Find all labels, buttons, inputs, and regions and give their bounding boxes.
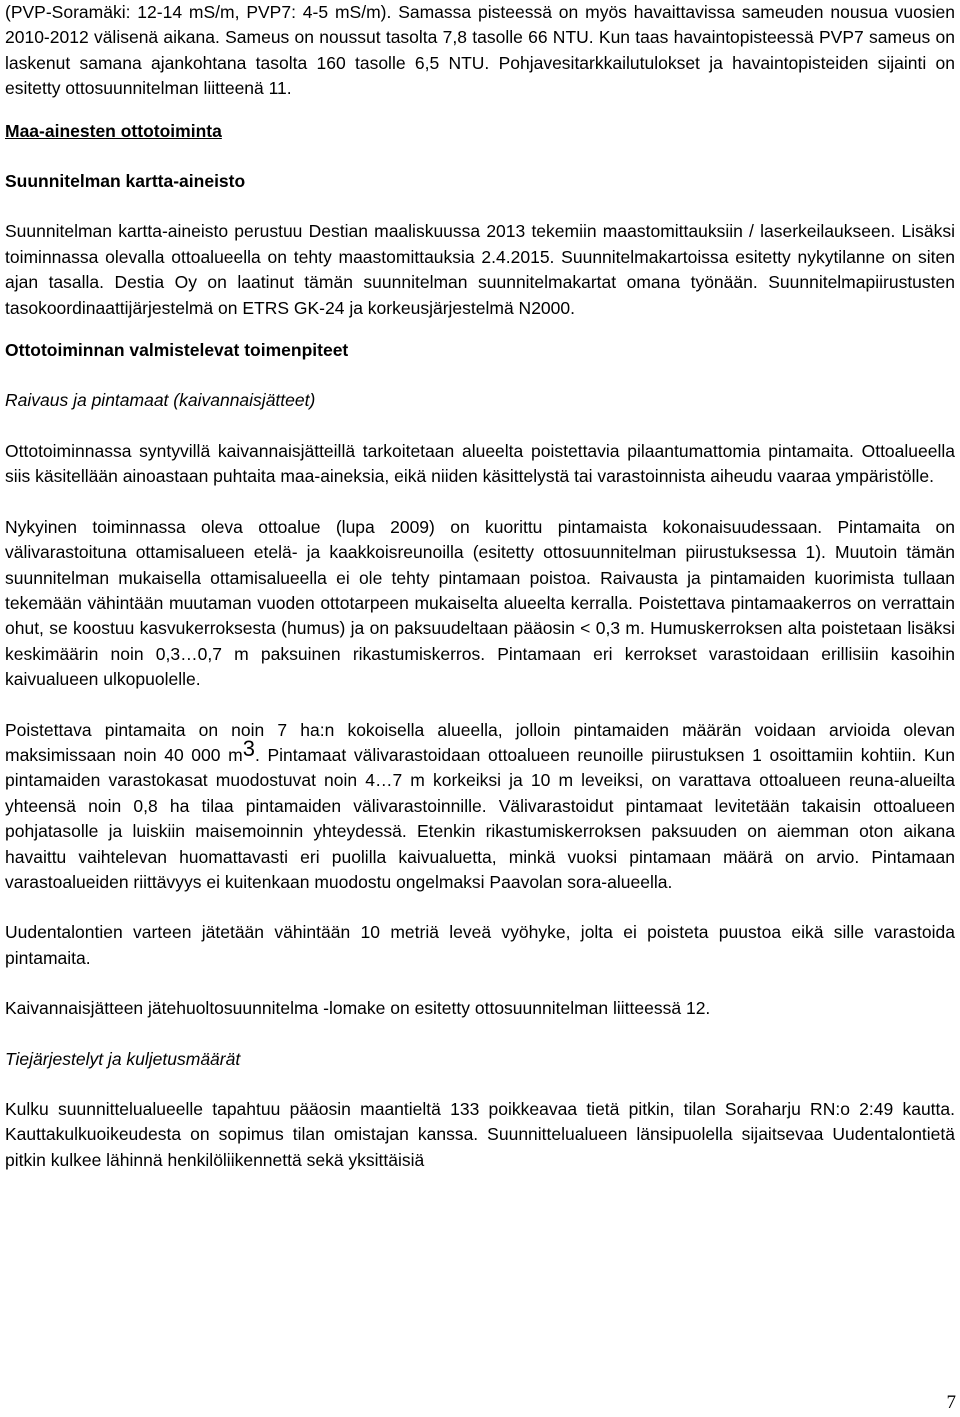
raivaus-paragraph-4: Uudentalontien varteen jätetään vähintään 10 metriä leveä vyöhyke, jolta ei poisteta puustoa eikä sille varastoida pintamaita. — [5, 922, 955, 968]
subsection-title-raivaus-ja-pintamaat: Raivaus ja pintamaat (kaivannaisjätteet) — [5, 390, 316, 411]
raivaus-paragraph-2: Nykyinen toiminnassa oleva ottoalue (lupa 2009) on kuorittu pintamaista kokonaisuudessaan. Pintamaita on välivarastoituna ottamisalueen etelä- ja kaakkoisreunoilla (esitetty ottosuunnitelman piirustuksessa 1). Muutoin tämän suunnitelman mukaisella ottamisalueella ei ole tehty pintamaan poistoa. Raivausta ja pintamaiden kuorimista tullaan tekemään vähintään muutaman vuoden ottotarpeen mukaiselta alueelta kerralla. Poistettava pintamaakerros on verrattain ohut, se koostuu kasvukerroksesta (humus) ja on paksuudeltaan pääosin < 0,3 m. Humuskerroksen alta poistetaan lisäksi keskimäärin noin 0,3…0,7 m paksuinen rikastumiskerros. Pintamaan eri kerrokset varastoidaan erillisiin kasoihin kaivualueen ulkopuolelle. — [5, 516, 955, 690]
kartta-aineisto-paragraph: Suunnitelman kartta-aineisto perustuu Destian maaliskuussa 2013 tekemiin maastomittauksiin / laserkeilaukseen. Lisäksi toiminnassa olevalla ottoalueella on tehty maastomittauksia 2.4.2015. Suunnitelmakartoissa esitetty nykytilanne on siten ajan tasalla. Destia Oy on laatinut tämän suunnitelman suunnitelmakartat omana työnään. Suunnitelmapiirustusten tasokoordinaattijärjestelmä on ETRS GK-24 ja korkeusjärjestelmä N2000. — [5, 221, 955, 318]
subsection-title-kartta-aineisto: Suunnitelman kartta-aineisto — [5, 171, 246, 192]
raivaus-paragraph-1: Ottotoiminnassa syntyvillä kaivannaisjätteillä tarkoitetaan alueelta poistettavia pilaantumattomia pintamaita. Ottoalueella siis käsitellään ainoastaan puhtaita maa-aineksia, eikä niiden käsittelystä tai varastoinnista aiheudu vaaraa ympäristölle. — [5, 440, 955, 487]
tiejarjestelyt-paragraph: Kulku suunnittelualueelle tapahtuu pääosin maantieltä 133 poikkeavaa tietä pitkin, tilan Soraharju RN:o 2:49 kautta. Kauttakulkuoikeudesta on sopimus tilan omistajan kanssa. Suunnittelualueen länsipuolella sijaitsevaa Uudentalontietä pitkin kulkee lähinnä henkilöliikennettä sekä yksittäisiä — [5, 1099, 955, 1170]
raivaus-paragraph-3 — [5, 718, 955, 896]
page-number: 7 — [946, 1392, 956, 1413]
subsection-title-valmistelevat-toimenpiteet: Ottotoiminnan valmistelevat toimenpiteet — [5, 340, 349, 361]
section-title-maa-ainesten-ottotoiminta: Maa-ainesten ottotoiminta — [5, 120, 222, 141]
document-page — [5, 0, 955, 1173]
cubic-superscript: 3 — [242, 735, 255, 761]
raivaus-paragraph-3-start: Poistettava pintamaita on noin 7 ha:n kokoisella alueella, jolloin pintamaiden määrän voidaan arvioida olevan maksimissaan noin 40 000 m — [5, 719, 955, 765]
intro-paragraph: (PVP-Soramäki: 12-14 mS/m, PVP7: 4-5 mS/m). Samassa pisteessä on myös havaittavissa sameuden nousua vuosien 2010-2012 välisenä aikana. Sameus on noussut tasolta 7,8 tasolle 66 NTU. Kun taas havaintopisteessä PVP7 sameus on laskenut samana ajankohtana tasolta 160 tasolle 6,5 NTU. Pohjavesitarkkailutulokset ja havaintopisteiden sijainti on esitetty ottosuunnitelman liitteenä 11. — [5, 2, 955, 99]
subsection-title-tiejarjestelyt: Tiejärjestelyt ja kuljetusmäärät — [5, 1048, 241, 1069]
raivaus-paragraph-3-end: . Pintamaat välivarastoidaan ottoalueen reunoille piirustuksen 1 osoittamiin kohtiin. Kun pintamaiden varastokasat muodostuvat noin 4…7 m korkeiksi ja 10 m leveiksi, on varattava ottoalueen reuna-alueilta yhteensä noin 0,8 ha tilaa pintamaiden välivarastoinnille. Välivarastoidut pintamaat levitetään takaisin ottoalueen pohjatasolle ja luiskiin maisemoinnin yhteydessä. Etenkin rikastumiskerroksen paksuuden on aiemman oton aikana havaittu vaihtelevan huomattavasti eri puolilla kaivualuetta, minkä vuoksi pintamaan määrä on arvio. Pintamaan varastoalueiden riittävyys ei kuitenkaan muodostu ongelmaksi Paavolan sora-alueella. — [5, 744, 955, 892]
raivaus-paragraph-5: Kaivannaisjätteen jätehuoltosuunnitelma -lomake on esitetty ottosuunnitelman liitteessä 12. — [5, 998, 711, 1019]
